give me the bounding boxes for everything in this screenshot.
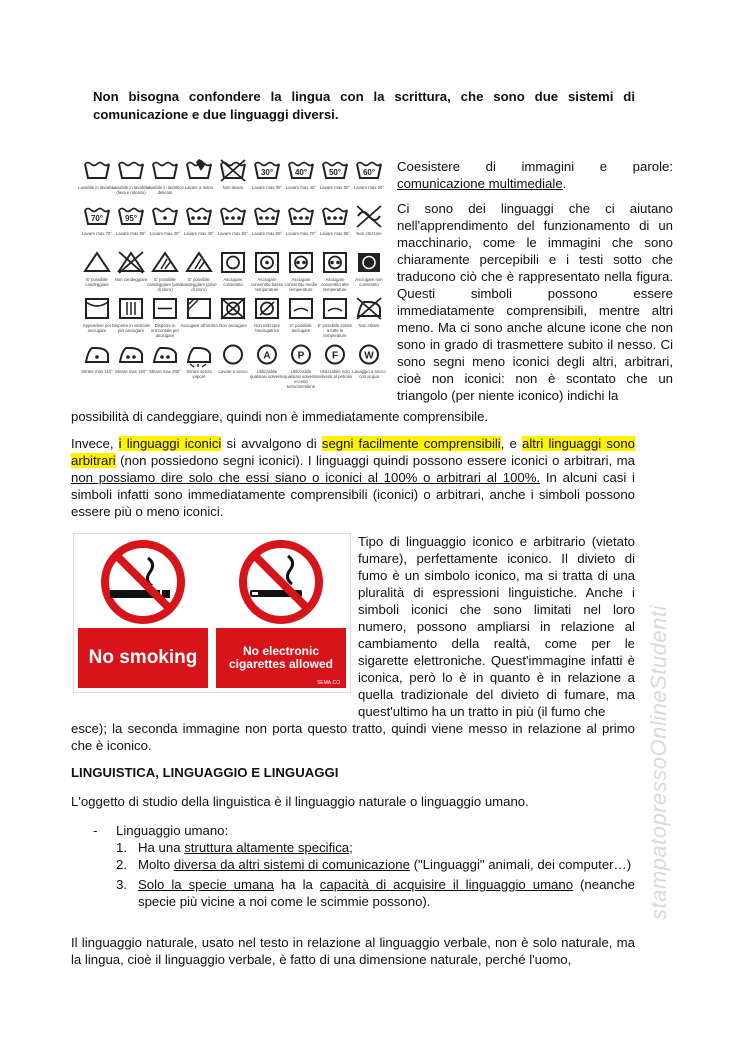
line-dry-icon (82, 296, 112, 322)
laundry-caption: Stirare senza vapore (186, 369, 212, 379)
laundry-row (78, 158, 386, 204)
svg-text:W: W (364, 350, 374, 362)
laundry-symbol (180, 204, 218, 250)
laundry-caption: E' possibile stirare a tutte le temperature (317, 323, 353, 338)
no-ecig-label: No electronic cigarettes allowed (228, 644, 334, 671)
tub-icon (150, 158, 180, 184)
laundry-caption: Utilizzabile solo solventi al petrolio (317, 369, 353, 379)
circle-p-icon (286, 342, 316, 368)
study-object-paragraph: L'oggetto di studio della linguistica è il linguaggio naturale o linguaggio umano. (71, 794, 529, 809)
text-run: Invece, (71, 436, 119, 451)
tub-30-icon (252, 158, 282, 184)
laundry-caption: E' possibile candeggiare (85, 277, 109, 287)
list-dash: - (93, 823, 98, 838)
no-ecig-band (216, 628, 346, 688)
dry-clean-icon (218, 342, 248, 368)
tub-dots-icon (184, 204, 214, 230)
shade-dry-icon (184, 296, 214, 322)
no-ecig-icon (216, 538, 346, 628)
multimedia-text (397, 158, 673, 404)
item-number: 1. (116, 840, 127, 855)
tub-50-icon (320, 158, 350, 184)
no-smoking-signs-image (73, 533, 351, 693)
no-wash-icon (218, 158, 248, 184)
laundry-symbol (282, 250, 320, 296)
svg-text:70°: 70° (90, 214, 104, 223)
svg-text:A: A (263, 350, 271, 362)
laundry-caption: Lavare max 40° (183, 231, 215, 236)
laundry-symbol (282, 296, 320, 342)
laundry-caption: Lavabile in lavatrice delicato (146, 185, 184, 195)
laundry-caption: E' possibile candeggiare (prive di cloro) (147, 277, 183, 292)
laundry-caption: Lavare max 50° (319, 185, 351, 190)
laundry-symbol (180, 158, 218, 204)
laundry-caption: E' possibile asciugare (290, 323, 312, 333)
iron-dots-icon (116, 342, 146, 368)
laundry-symbol (316, 342, 354, 388)
laundry-symbol (78, 296, 116, 342)
laundry-caption: Lavare max 30° (149, 231, 181, 236)
laundry-symbol (214, 342, 252, 388)
text-run: In alcuni casi i simboli infatti sono immediatamente comprensibili (iconici) o arbitrari, anche i simboli possono essere più o meno iconici. (71, 470, 635, 519)
triangle-lines-icon (150, 250, 180, 276)
tub-dots-icon (218, 204, 248, 230)
laundry-caption: Utilizzabile qualsiasi solvente (250, 369, 284, 379)
laundry-caption: Lavare max 95° (115, 231, 147, 236)
laundry-caption: Non lavare (222, 185, 244, 190)
list-item (116, 876, 635, 910)
laundry-symbol (316, 296, 354, 342)
no-dry-icon (218, 296, 248, 322)
laundry-symbol (248, 296, 286, 342)
dryer-dots-icon (320, 250, 350, 276)
dryer-dots-icon (286, 250, 316, 276)
square-icon (320, 296, 350, 322)
text-run: ("Linguaggi" animali, dei computer…) (409, 857, 632, 872)
text-run: Molto (138, 857, 174, 872)
triangle-icon (82, 250, 112, 276)
circle-w-icon (354, 342, 384, 368)
laundry-symbol (78, 250, 116, 296)
list-item (116, 856, 635, 873)
text-run: si avvalgono di (221, 436, 322, 451)
tub-dots-icon (286, 204, 316, 230)
laundry-caption: Lavare a mano (184, 185, 214, 190)
laundry-symbol (78, 342, 116, 388)
laundry-symbol (350, 250, 388, 296)
laundry-symbol (282, 342, 320, 388)
tub-95-icon (116, 204, 146, 230)
underlined-text: diversa da altri sistemi di comunicazione (173, 857, 410, 872)
no-smoking-icon (78, 538, 208, 628)
laundry-caption: Lavare max 70° (285, 231, 317, 236)
tub-40-icon (286, 158, 316, 184)
laundry-caption: Lavare max 95° (319, 231, 351, 236)
laundry-symbols-table (78, 158, 386, 390)
laundry-caption: Utilizzabile qualsiasi solvente eccetto tetracloretilene (284, 369, 318, 389)
svg-text:50°: 50° (328, 168, 342, 177)
tub-60-icon (354, 158, 384, 184)
tub-dots-icon (320, 204, 350, 230)
svg-text:40°: 40° (294, 168, 308, 177)
tub-icon (82, 158, 112, 184)
laundry-symbol (180, 250, 218, 296)
iron-dots-icon (150, 342, 180, 368)
laundry-symbol (350, 296, 388, 342)
highlight: altri linguaggi sono arbitrari (71, 436, 635, 468)
laundry-symbol (214, 204, 252, 250)
no-wring-icon (354, 204, 384, 230)
dryer-icon (218, 250, 248, 276)
text-run: . (562, 176, 567, 191)
laundry-symbol (112, 158, 150, 204)
laundry-caption: Lavare max 30° (251, 185, 283, 190)
laundry-row (78, 342, 386, 388)
svg-text:95°: 95° (124, 214, 138, 223)
laundry-caption: Asciugare consentito basse temperature (250, 277, 284, 292)
ordered-list (116, 839, 635, 910)
highlight: segni facilmente comprensibili (321, 436, 501, 451)
svg-text:60°: 60° (362, 168, 376, 177)
laundry-symbol (146, 296, 184, 342)
no-smoking-band (78, 628, 208, 688)
drip-dry-icon (116, 296, 146, 322)
laundry-symbol (248, 158, 286, 204)
circle-a-icon (252, 342, 282, 368)
laundry-symbol (112, 342, 150, 388)
laundry-caption: Non utilizzare l'asciugatrice (253, 323, 281, 333)
smoking-paragraph: Tipo di linguaggio iconico e arbitrario (vietato fumare), perfettamente iconico. Il divieto di fumo è un simbolo iconico, ma si tratta di una pluralità di espressioni linguistiche. Anche i simboli iconici che sono limitati nel loro numero, possono ampliarsi in relazione al cambiamento della realtà, come per le sigarette elettroniche. Quest'immagine infatti è iconica, però lo è in quanto è in relazione a quella tradizionale del divieto di fumare, ma quest'ultimo ha un tratto in più (il fumo che (358, 534, 635, 719)
laundry-symbol (180, 296, 218, 342)
text-run: ; (349, 840, 353, 855)
laundry-symbol (146, 158, 184, 204)
laundry-symbol (248, 342, 286, 388)
no-bleach-icon (116, 250, 146, 276)
svg-text:P: P (297, 350, 305, 362)
item-number: 3. (116, 877, 127, 892)
laundry-caption: Non strizzare (356, 231, 382, 236)
laundry-caption: Appendere per asciugare (82, 323, 112, 333)
laundry-caption: Non candeggiare (114, 277, 148, 282)
text-run: , e (500, 436, 523, 451)
no-machine-icon (252, 296, 282, 322)
square-icon (286, 296, 316, 322)
laundry-symbol (78, 158, 116, 204)
laundry-caption: Lavare max 60° (353, 185, 385, 190)
laundry-symbol (350, 342, 388, 388)
underlined-text: Solo la specie umana (138, 877, 274, 892)
laundry-symbol (248, 204, 286, 250)
iron-dot-icon (82, 342, 112, 368)
text-run: Ha una (138, 840, 185, 855)
svg-text:30°: 30° (260, 168, 274, 177)
laundry-symbol (180, 342, 218, 388)
tub-dot-icon (150, 204, 180, 230)
section-heading: LINGUISTICA, LINGUAGGIO E LINGUAGGI (71, 765, 339, 780)
laundry-caption: Lavare max 50° (217, 231, 249, 236)
underlined-text: struttura altamente specifica (184, 840, 350, 855)
candeggiare-paragraph: possibilità di candeggiare, quindi non è immediatamente comprensibile. (71, 409, 489, 424)
text-run: ha la (273, 877, 320, 892)
sign-code: SEMA.CO (316, 680, 340, 686)
laundry-symbol (214, 296, 252, 342)
tub-dots-icon (252, 204, 282, 230)
no-iron-icon (354, 296, 384, 322)
smoking-paragraph-continued: esce); la seconda immagine non porta questo tratto, quindi viene messo in relazione al primo che è iconico. (71, 721, 635, 753)
multimedia-paragraph (397, 158, 673, 192)
laundry-symbol (248, 250, 286, 296)
no-dryer-icon (354, 250, 384, 276)
watermark: stampatopressoOnlineStudenti (646, 605, 671, 920)
intro-paragraph: Non bisogna confondere la lingua con la scrittura, che sono due sistemi di comunicazione e due linguaggi diversi. (93, 89, 635, 122)
laundry-row (78, 250, 386, 296)
laundry-caption: Lavare a secco (218, 369, 248, 374)
icons-paragraph: Ci sono dei linguaggi che ci aiutano nell'apprendimento del funzionamento di un macchinario, come le immagini che sono chiaramente percepibili e i testi sotto che traducono ciò che è rappresentato nella figura. Questi simboli possono essere immediatamente comprensibili, mentre altri meno. Ma ci sono anche alcune icone che non sono in grado di trasmettere subito il nesso. Ci sono segni meno iconici degli altri, arbitrari, cioè non iconici: non è scontato che un triangolo (per niente iconico) indichi la (397, 201, 673, 403)
laundry-caption: Non stirare (358, 323, 380, 328)
no-smoking-label: No smoking (88, 647, 198, 668)
svg-text:F: F (331, 350, 339, 362)
laundry-symbol (350, 158, 388, 204)
underlined-text: capacità di acquisire il linguaggio umano (319, 877, 574, 892)
text-run: (non possiedono segni iconici). I linguaggi quindi possono essere iconici o arbitrari, ma (115, 453, 635, 468)
underlined-text: non possiamo dire solo che essi siano o iconici al 100% o arbitrari al 100%. (71, 470, 541, 485)
laundry-symbol (146, 204, 184, 250)
laundry-caption: Lavabile in lavatrice (lava e ridosso) (112, 185, 150, 195)
laundry-symbol (214, 158, 252, 204)
laundry-caption: Asciugare non consentito (355, 277, 383, 287)
laundry-caption: Disporre in orizzontale per asciugare (150, 323, 180, 338)
iconic-paragraph (71, 435, 635, 520)
laundry-caption: Lavare max 40° (285, 185, 317, 190)
dryer-dot-icon (252, 250, 282, 276)
natural-language-paragraph: Il linguaggio naturale, usato nel testo in relazione al linguaggio verbale, non è solo naturale, ma la lingua, cioè il linguaggio verbale, è fatto di una dimensione naturale, perché l'uomo, (71, 935, 635, 967)
text-run: (neanche specie più vicine a noi come le scimmie possono). (138, 877, 636, 909)
laundry-symbol (112, 250, 150, 296)
iron-steam-icon (184, 342, 214, 368)
triangle-lines-icon (184, 250, 214, 276)
laundry-caption: Stirare max 150° (114, 369, 148, 374)
laundry-caption: Asciugare consentito medie temperature (284, 277, 318, 292)
laundry-caption: Lavare max 60° (251, 231, 283, 236)
laundry-symbol (316, 204, 354, 250)
laundry-caption: E' possibile candeggiare (prive di cloro) (181, 277, 217, 292)
laundry-caption: Lavabile in lavatrice (78, 185, 116, 190)
tub-icon (116, 158, 146, 184)
laundry-caption: Asciugare consentito alte temperature (321, 277, 349, 292)
laundry-symbol (112, 296, 150, 342)
item-number: 2. (116, 857, 127, 872)
laundry-symbol (146, 250, 184, 296)
laundry-symbol (316, 158, 354, 204)
laundry-symbol (112, 204, 150, 250)
no-smoking-sign (78, 538, 208, 688)
laundry-row (78, 204, 386, 250)
list-heading: Linguaggio umano: (116, 823, 229, 838)
laundry-caption: Stirare max 200° (148, 369, 182, 374)
laundry-caption: Disporre in verticale per asciugare (112, 323, 150, 333)
laundry-caption: Lavare max 70° (81, 231, 113, 236)
text-run: Coesistere di immagini e parole: (397, 159, 673, 174)
tub-70-icon (82, 204, 112, 230)
laundry-caption: Non asciugare (219, 323, 247, 328)
laundry-symbol (350, 204, 388, 250)
underlined-term: comunicazione multimediale (397, 176, 563, 191)
laundry-symbol (146, 342, 184, 388)
laundry-symbol (78, 204, 116, 250)
laundry-caption: Asciugare all'ombra (180, 323, 218, 328)
no-ecig-sign (216, 538, 346, 688)
flat-dry-icon (150, 296, 180, 322)
laundry-symbol (214, 250, 252, 296)
laundry-symbol (282, 204, 320, 250)
laundry-caption: Stirare max 110° (81, 369, 113, 374)
list-item (116, 839, 635, 856)
laundry-symbol (316, 250, 354, 296)
highlight: i linguaggi iconici (118, 436, 222, 451)
laundry-row (78, 296, 386, 342)
laundry-caption: Lavaggio a secco con acqua (352, 369, 386, 379)
laundry-caption: Asciugare consentito (223, 277, 243, 287)
hand-wash-icon (184, 158, 214, 184)
laundry-symbol (282, 158, 320, 204)
circle-f-icon (320, 342, 350, 368)
